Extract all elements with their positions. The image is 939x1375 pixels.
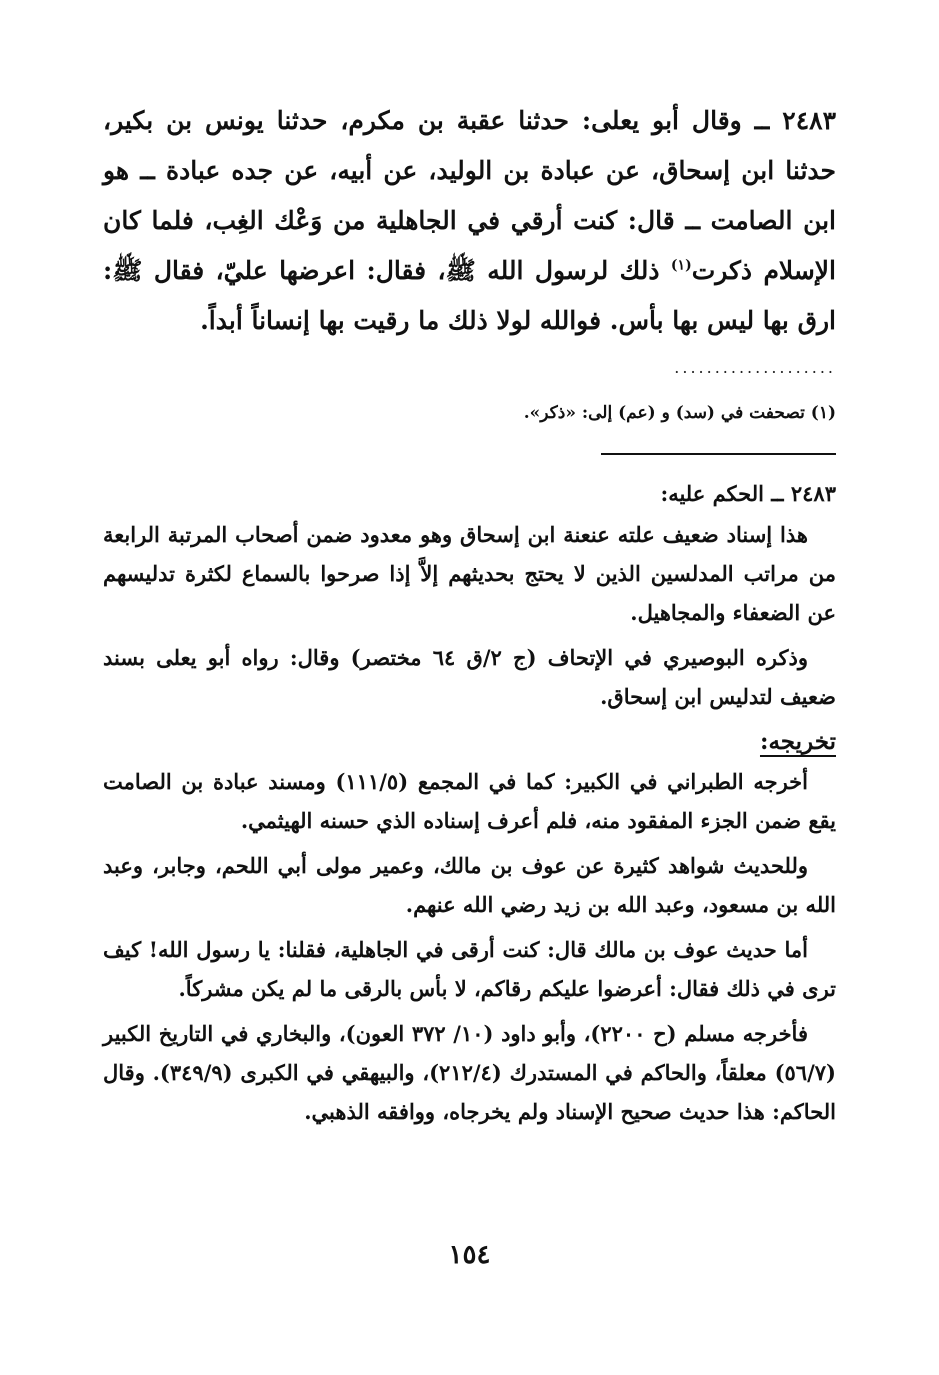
hadith-text <box>103 96 836 346</box>
takhrij-paragraph: أخرجه الطبراني في الكبير: كما في المجمع (١١١/٥) ومسند عبادة بن الصامت يقع ضمن الجزء المفقود منه، فلم أعرف إسناده الذي حسنه الهيثمي. <box>103 769 836 833</box>
footnote-separator-dots: .................... <box>674 358 836 377</box>
takhrij-paragraph: فأخرجه مسلم (ح ٢٢٠٠)، وأبو داود (١٠/ ٣٧٢ العون)، والبخاري في التاريخ الكبير (٥٦/٧) معلقاً، والحاكم في المستدرك (٢١٢/٤)، والبيهقي في الكبرى (٣٤٩/٩). وقال الحاكم: هذا حديث صحيح الإسناد ولم يخرجاه، ووافقه الذهبي. <box>103 1021 836 1124</box>
footnote-marker: (١) <box>670 257 692 274</box>
takhrij-paragraph: أما حديث عوف بن مالك قال: كنت أرقى في الجاهلية، فقلنا: يا رسول الله! كيف ترى في ذلك فقال: أعرضوا عليكم رقاكم، لا بأس بالرقى ما لم يكن مشركاً. <box>103 937 836 1001</box>
commentary-body <box>103 515 836 1137</box>
hadith-number: ٢٤٨٣ <box>782 106 836 135</box>
ruling-heading: ٢٤٨٣ ــ الحكم عليه: <box>660 481 836 506</box>
section-divider <box>601 453 836 455</box>
hadith-text-part2: ذلك لرسول الله ﷺ، فقال: اعرضها عليّ، فقال ﷺ: ارق بها ليس بها بأس. فوالله لولا ذلك ما رقيت بها إنساناً أبداً. <box>103 256 836 335</box>
page-number: ١٥٤ <box>448 1240 491 1270</box>
hadith-text-part1: ــ وقال أبو يعلى: حدثنا عقبة بن مكرم، حدثنا يونس بن بكير، حدثنا ابن إسحاق، عن عبادة بن الوليد، عن أبيه، عن جده عبادة ــ هو ابن الصامت ــ قال: كنت أرقي في الجاهلية من وَعْك الغِب، فلما كان الإسلام ذكرت <box>103 106 836 285</box>
ruling-paragraph: وذكره البوصيري في الإتحاف (ج ٢/ق ٦٤ مختصر) وقال: رواه أبو يعلى بسند ضعيف لتدليس ابن إسحاق. <box>103 645 836 709</box>
takhrij-heading: تخريجه: <box>759 728 836 755</box>
takhrij-paragraph: وللحديث شواهد كثيرة عن عوف بن مالك، وعمير مولى أبي اللحم، وجابر، وعبد الله بن مسعود، وعبد الله بن زيد رضي الله عنهم. <box>103 853 836 917</box>
ruling-paragraph: هذا إسناد ضعيف علته عنعنة ابن إسحاق وهو معدود ضمن أصحاب المرتبة الرابعة من مراتب المدلسين الذين لا يحتج بحديثهم إلاَّ إذا صرحوا بالسماع لكثرة تدليسهم عن الضعفاء والمجاهيل. <box>103 522 836 625</box>
footnote: (١) تصحفت في (سد) و (عم) إلى: «ذكر». <box>523 403 836 423</box>
